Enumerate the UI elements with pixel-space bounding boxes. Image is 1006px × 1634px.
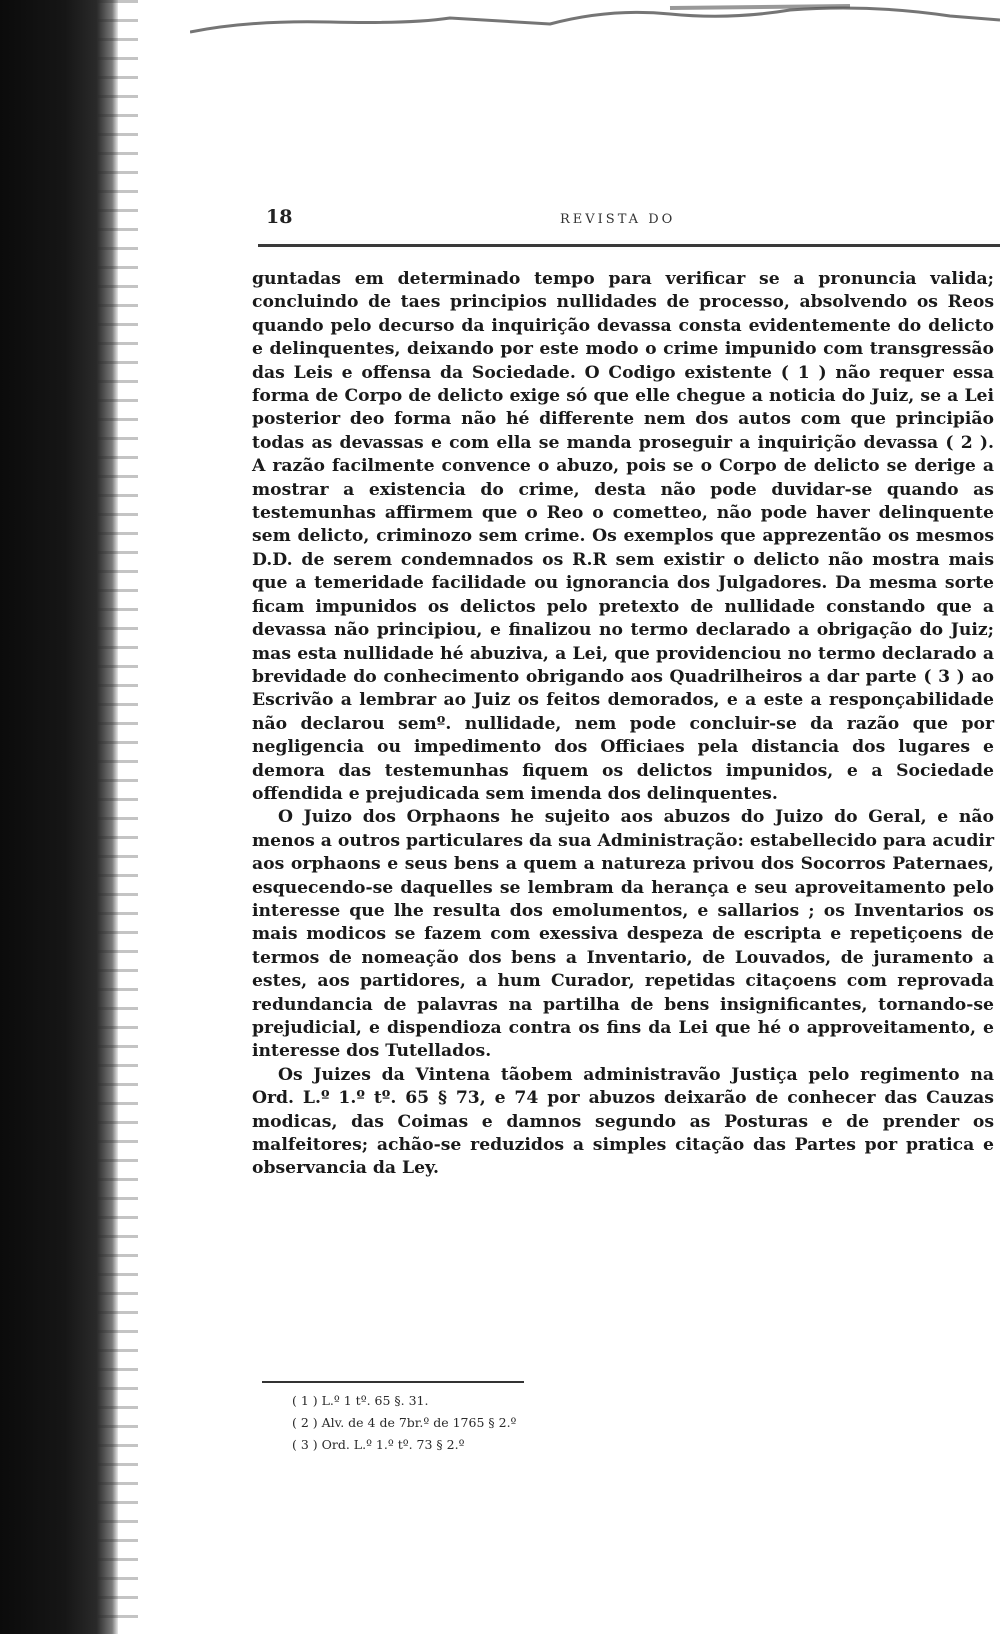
footnote-2: ( 2 ) Alv. de 4 de 7br.º de 1765 § 2.º [292, 1415, 517, 1430]
body-text [252, 268, 994, 1181]
footnote-rule [262, 1381, 524, 1383]
footnote-1: ( 1 ) L.º 1 tº. 65 §. 31. [292, 1393, 429, 1408]
page-edge-speckle [98, 0, 138, 1634]
paragraph-2: O Juizo dos Orphaons he sujeito aos abuzos do Juizo do Geral, e não menos a outros particulares da sua Administração: estabellecido para acudir aos orphaons e seus bens a quem a natureza privou dos Socorros Paternaes, esquecendo-se daquelles se lembram da herança e seu aproveitamento pelo interesse que lhe resulta dos emolumentos, e sallarios ; os Inventarios os mais modicos se fazem com exessiva despeza de escripta e repetiçoens de termos de nomeação dos bens a Inventario, de Louvados, de juramento a estes, aos partidores, a hum Curador, repetidas citaçoens com reprovada redundancia de palavras na partilha de bens insignificantes, tornando-se prejudicial, e dispendioza contra os fins da Lei que hé o approveitamento, e interesse dos Tutellados. [252, 807, 994, 1062]
header-rule [258, 244, 1000, 247]
paragraph-3: Os Juizes da Vintena tãobem administravão Justiça pelo regimento na Ord. L.º 1.º tº. 65 § 73, e 74 por abuzos deixarão de conhecer das Cauzas modicas, das Coimas e damnos segundo as Posturas e de prender os malfeitores; achão-se reduzidos a simples citação das Partes por pratica e observancia da Ley. [252, 1064, 994, 1179]
running-title: REVISTA DO [560, 212, 676, 227]
top-ink-smudge [190, 0, 1000, 42]
paragraph-1: guntadas em determinado tempo para verificar se a pronuncia valida; concluindo de taes principios nullidades de processo, absolvendo os Reos quando pelo decurso da inquirição devassa consta evidentemente do delicto e delinquentes, deixando por este modo o crime impunido com transgressão das Leis e offensa da Sociedade. O Codigo existente ( 1 ) não requer essa forma de Corpo de delicto exige só que elle chegue a noticia do Juiz, se a Lei posterior deo forma não hé differente nem dos autos com que principião todas as devassas e com ella se manda proseguir a inquirição devassa ( 2 ). A razão facilmente convence o abuzo, pois se o Corpo de delicto se derige a mostrar a existencia do crime, desta não pode duvidar-se quando as testemunhas affirmem que o Reo o cometteo, não pode haver delinquente sem delicto, criminozo sem crime. Os exemplos que apprezentão os mesmos D.D. de serem condemnados os R.R sem existir o delicto não mostra mais que a temeridade facilidade ou ignorancia dos Julgadores. Da mesma sorte ficam impunidos os delictos pelo pretexto de nullidade constando que a devassa não principiou, e finalizou no termo declarado a obrigação do Juiz; mas esta nullidade hé abuziva, a Lei, que providenciou no termo declarado a brevidade do conhecimento obrigando aos Quadrilheiros a dar parte ( 3 ) ao Escrivão a lembrar ao Juiz os feitos demorados, e a este a responçabilidade não declarou semº. nullidade, nem pode concluir-se da razão que por negligencia ou impedimento dos Officiaes pela distancia dos lugares e demora das testemunhas fiquem os delictos impunidos, e a Sociedade offendida e prejudicada sem imenda dos delinquentes. [252, 269, 994, 804]
footnote-3: ( 3 ) Ord. L.º 1.º tº. 73 § 2.º [292, 1437, 465, 1452]
footnotes [292, 1390, 516, 1456]
page-number: 18 [266, 206, 293, 228]
